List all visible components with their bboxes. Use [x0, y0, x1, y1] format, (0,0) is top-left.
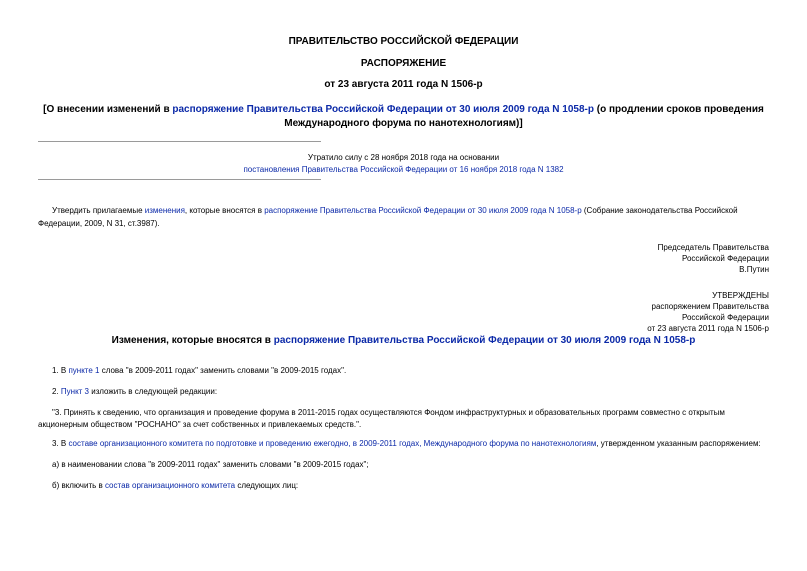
list-item	[38, 365, 768, 377]
para-text-3: (Собрание законодательства Российской Федерации, 2009, N 31, ст.3987).	[38, 206, 738, 228]
item-text: следующих лиц:	[235, 481, 299, 490]
changes-title-prefix: Изменения, которые вносятся в	[111, 335, 274, 346]
lost-force-text: Утратило силу с 28 ноября 2018 года на основании	[307, 153, 500, 162]
para-text-1: Утвердить прилагаемые	[52, 206, 145, 215]
item-text: б) включить в	[52, 481, 105, 490]
item-text: слова "в 2009-2011 годах" заменить словами "в 2009-2015 годах".	[99, 366, 347, 375]
divider-bottom	[38, 179, 321, 180]
document-date-number: от 23 августа 2011 года N 1506-р	[324, 79, 483, 90]
signature-block	[658, 242, 769, 275]
list-item	[38, 386, 768, 398]
list-item	[38, 480, 768, 492]
item-text: , утвержденном указанным распоряжением:	[596, 439, 761, 448]
approval-line-2: распоряжением Правительства	[651, 302, 769, 311]
approval-block	[647, 290, 769, 334]
item-text: 1. В	[52, 366, 69, 375]
list-item	[38, 438, 768, 450]
decree-link[interactable]: распоряжение Правительства Российской Федерации от 30 июля 2009 года N 1058-р	[264, 206, 582, 215]
approval-line-1: УТВЕРЖДЕНЫ	[712, 291, 769, 300]
lost-force-notice	[0, 152, 807, 176]
changes-link[interactable]: изменения	[144, 206, 185, 215]
title-decree-link[interactable]: распоряжение Правительства Российской Федерации от 30 июля 2009 года N 1058-р	[172, 104, 594, 115]
government-heading: ПРАВИТЕЛЬСТВО РОССИЙСКОЙ ФЕДЕРАЦИИ	[288, 36, 519, 47]
document-type-heading: РАСПОРЯЖЕНИЕ	[360, 58, 447, 69]
divider-top	[38, 141, 321, 142]
item-link[interactable]: Пункт 3	[60, 387, 89, 396]
signature-line-3: В.Путин	[739, 265, 769, 274]
changes-title-decree-link[interactable]: распоряжение Правительства Российской Федерации от 30 июля 2009 года N 1058-р	[273, 335, 696, 346]
approval-line-4: от 23 августа 2011 года N 1506-р	[647, 324, 769, 333]
item-link[interactable]: состав организационного комитета	[104, 481, 236, 490]
list-item: а) в наименовании слова "в 2009-2011 годах" заменить словами "в 2009-2015 годах";	[52, 460, 369, 469]
title-prefix: [О внесении изменений в	[43, 104, 173, 115]
item-text: 2.	[52, 387, 61, 396]
main-paragraph	[38, 204, 768, 230]
signature-line-1: Председатель Правительства	[657, 243, 769, 252]
para-text-2: , которые вносятся в	[184, 206, 265, 215]
item-link[interactable]: пункте 1	[68, 366, 100, 375]
list-item: "3. Принять к сведению, что организация и проведение форума в 2011-2015 годах осуществляются Фондом инфраструктурных и образовательных программ совместно с открытым акционерным обществом "РОСНАНО" за счет собственных и привлекаемых средств.".	[38, 408, 725, 429]
lost-force-link[interactable]: постановления Правительства Российской Федерации от 16 ноября 2018 года N 1382	[243, 165, 564, 174]
item-text: изложить в следующей редакции:	[89, 387, 218, 396]
item-text: 3. В	[52, 439, 69, 448]
document-title	[40, 103, 767, 131]
signature-line-2: Российской Федерации	[682, 254, 769, 263]
changes-title	[0, 335, 807, 346]
title-suffix: (о продлении сроков проведения Международного форума по нанотехнологиям)]	[284, 104, 764, 129]
item-link[interactable]: составе организационного комитета по подготовке и проведению ежегодно, в 2009-2011 годах, Международного форума по нанотехнологиям	[68, 439, 597, 448]
approval-line-3: Российской Федерации	[682, 313, 769, 322]
